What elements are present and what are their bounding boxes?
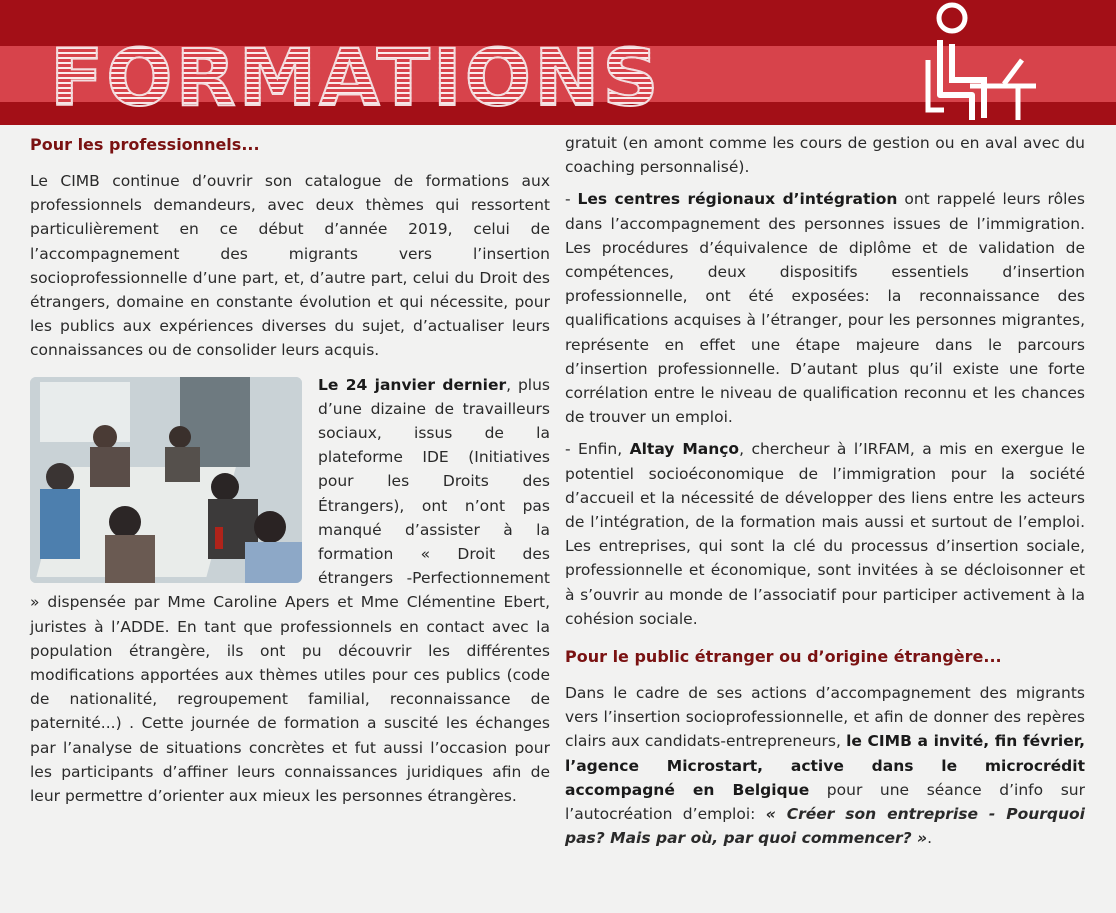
training-paragraph-block — [30, 373, 550, 809]
left-column — [30, 125, 550, 808]
section-heading-public: Pour le public étranger ou d’origine étrangère... — [565, 647, 1002, 667]
p3-text: , chercheur à l’IRFAM, a mis en exergue le potentiel socioéconomique de l’immigration pour la société d’accueil et la nécessité de développer des liens entre les acteurs de l’intégration, de la formation mais aussi et surtout de l’emploi. Les entreprises, qui sont la clé du processus d’insertion sociale, professionnelle et économique, sont invitées à se décloisonner et à s’ouvrir au monde de l’associatif pour participer activement à la cohésion sociale. — [565, 440, 1085, 628]
p4-end: . — [927, 829, 933, 848]
p2-prefix: - — [565, 190, 578, 209]
person-at-desk-icon — [922, 0, 1042, 125]
p2-text: ont rappelé leurs rôles dans l’accompagnement des personnes issues de l’immigration. Les procédures d’équivalence de diplôme et de validation de compétences, deux dispositifs essentiels d’insertion professionnelle, ont été exposées: la reconnaissance des qualifications acquises à l’étranger, pour les personnes migrantes, représente en effet une étape majeure dans le parcours d’insertion professionnelle. D’autant plus qu’il existe une forte corrélation entre le niveau de qualification reconnu et les chances de trouver un emploi. — [565, 190, 1085, 427]
right-paragraph-1: gratuit (en amont comme les cours de gestion ou en aval avec du coaching personnalisé). — [565, 134, 1085, 177]
training-text: , plus d’une dizaine de travailleurs sociaux, issus de la plateforme IDE (Initiatives pour les Droits des Étrangers), ont n’ont pas manqué d’assister à la formation « Droit des étrangers -Perfectionnement » dispensée par Mme Caroline Apers et Mme Clémentine Ebert, juristes à l’ADDE. En tant que professionnels en contact avec la population étrangère, ils ont pu découvrir les différentes modifications apportées aux thèmes utiles pour ces publics (code de nationalité, regroupement familial, reconnaissance de paternité...) . Cette journée de formation a suscité les échanges par l’analyse de situations concrètes et fut aussi l’occasion pour les participants d’affiner leurs connaissances juridiques afin de leur permettre d’orienter aux mieux les personnes étrangères. — [30, 375, 550, 806]
right-paragraph-3 — [565, 437, 1085, 631]
training-date: Le 24 janvier dernier — [318, 375, 507, 394]
centres-regionaux: Les centres régionaux d’intégration — [577, 190, 898, 209]
event-title: « Créer son entreprise - Pourquoi pas? Mais par où, par quoi commencer? » — [565, 805, 1085, 848]
p4-mid: pour une séance d’info sur l’autocréation d’emploi: — [565, 780, 1085, 824]
right-column — [565, 125, 1085, 850]
microstart-invite: le CIMB a invité, fin février, l’agence Microstart, active dans le microcrédit accompagné en Belgique — [565, 732, 1085, 799]
header-banner — [0, 0, 1116, 125]
right-paragraph-4 — [565, 681, 1085, 850]
section-heading-professionals: Pour les professionnels... — [30, 135, 260, 154]
intro-paragraph: Le CIMB continue d’ouvrir son catalogue de formations aux professionnels demandeurs, avec deux thèmes qui ressortent particulièrement en ce début d’année 2019, celui de l’accompagnement des migrants vers l’insertion socioprofessionnelle d’une part, et, d’autre part, celui du Droit des étrangers, domaine en constante évolution et qui nécessite, pour les publics aux expériences diverses du sujet, d’actualiser leurs connaissances ou de consolider leurs acquis. — [30, 172, 550, 360]
training-photo — [30, 377, 302, 583]
p3-prefix: - Enfin, — [565, 440, 630, 459]
page-title: FORMATIONS — [50, 34, 662, 124]
altay-manco: Altay Mançο — [629, 440, 740, 459]
p4-start: Dans le cadre de ses actions d’accompagnement des migrants vers l’insertion socioprofessionnelle, et afin de donner des repères clairs aux candidats-entrepreneurs, — [565, 684, 1085, 751]
right-paragraph-2 — [565, 187, 1085, 429]
training-photo-illustration — [30, 377, 302, 583]
article-body — [0, 125, 1116, 913]
